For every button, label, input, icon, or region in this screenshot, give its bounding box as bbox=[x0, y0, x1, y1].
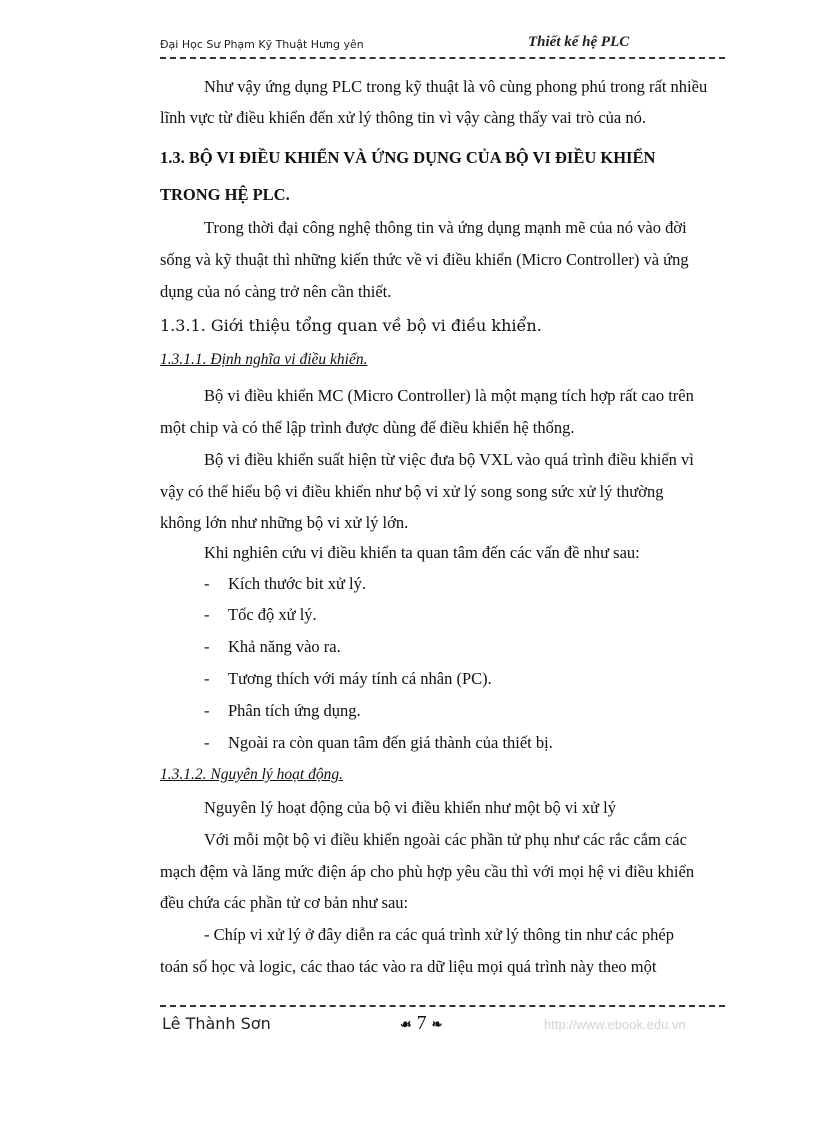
paragraph-line: Với mỗi một bộ vi điều khiển ngoài các phần tử phụ như các rắc cắm các bbox=[204, 830, 687, 849]
paragraph-line: Bộ vi điều khiển MC (Micro Controller) là một mạng tích hợp rất cao trên bbox=[204, 386, 694, 405]
paragraph-line: vậy có thể hiểu bộ vi điều khiển như bộ vi xử lý song song sức xử lý thường bbox=[160, 482, 664, 501]
bullet-mark: - bbox=[204, 669, 210, 688]
page-number-value: 7 bbox=[416, 1012, 427, 1034]
header-school: Đại Học Sư Phạm Kỹ Thuật Hưng yên bbox=[160, 38, 364, 51]
list-item: Tương thích với máy tính cá nhân (PC). bbox=[228, 669, 492, 688]
subsection-heading: 1.3.1. Giới thiệu tổng quan về bộ vi điều khiển. bbox=[160, 316, 542, 335]
header-title: Thiết kế hệ PLC bbox=[528, 34, 630, 50]
subsubsection-heading: 1.3.1.2. Nguyên lý hoạt động. bbox=[160, 766, 343, 783]
ornament-right-icon: ❧ bbox=[431, 1016, 443, 1032]
paragraph-line: Trong thời đại công nghệ thông tin và ứng dụng mạnh mẽ của nó vào đời bbox=[204, 218, 687, 237]
paragraph-line: một chip và có thể lập trình được dùng để điều khiển hệ thống. bbox=[160, 418, 575, 437]
subsubsection-heading: 1.3.1.1. Định nghĩa vi điều khiển. bbox=[160, 351, 368, 368]
paragraph-line: Nguyên lý hoạt động của bộ vi điều khiển như một bộ vi xử lý bbox=[204, 798, 617, 817]
list-item: Tốc độ xử lý. bbox=[228, 605, 317, 624]
paragraph-line: sống và kỹ thuật thì những kiến thức về vi điều khiển (Micro Controller) và ứng bbox=[160, 250, 689, 269]
paragraph-line: Bộ vi điều khiển suất hiện từ việc đưa bộ VXL vào quá trình điều khiển vì bbox=[204, 450, 694, 469]
paragraph-line: dụng của nó càng trở nên cần thiết. bbox=[160, 282, 392, 301]
section-heading: 1.3. BỘ VI ĐIỀU KHIỂN VÀ ỨNG DỤNG CỦA BỘ VI ĐIỀU KHIỂN bbox=[160, 148, 656, 167]
paragraph-line: Khi nghiên cứu vi điều khiển ta quan tâm đến các vấn đề như sau: bbox=[204, 543, 640, 562]
paragraph-line: toán số học và logic, các thao tác vào ra dữ liệu mọi quá trình này theo một bbox=[160, 957, 657, 976]
paragraph-line: mạch đệm và lăng mức điện áp cho phù hợp yêu cầu thì với mọi hệ vi điều khiển bbox=[160, 862, 695, 881]
paragraph-line: - Chíp vi xử lý ở đây diễn ra các quá trình xử lý thông tin như các phép bbox=[204, 925, 674, 944]
paragraph-line: không lớn như những bộ vi xử lý lớn. bbox=[160, 513, 409, 532]
list-item: Kích thước bit xử lý. bbox=[228, 574, 366, 593]
footer-author: Lê Thành Sơn bbox=[162, 1014, 271, 1033]
bullet-mark: - bbox=[204, 574, 210, 593]
footer-divider bbox=[160, 1005, 725, 1007]
bullet-mark: - bbox=[204, 701, 210, 720]
paragraph-line: lĩnh vực từ điều khiển đến xử lý thông tin vì vậy càng thấy vai trò của nó. bbox=[160, 108, 646, 127]
footer-watermark-url: http://www.ebook.edu.vn bbox=[544, 1017, 686, 1032]
page-number bbox=[400, 1012, 443, 1035]
paragraph-line: Như vậy ứng dụng PLC trong kỹ thuật là vô cùng phong phú trong rất nhiều bbox=[204, 77, 708, 96]
paragraph-line: đều chứa các phần tử cơ bản như sau: bbox=[160, 893, 409, 912]
section-heading: TRONG HỆ PLC. bbox=[160, 185, 290, 204]
header-divider bbox=[160, 57, 725, 59]
list-item: Khả năng vào ra. bbox=[228, 637, 341, 656]
bullet-mark: - bbox=[204, 605, 210, 624]
list-item: Ngoài ra còn quan tâm đến giá thành của thiết bị. bbox=[228, 733, 553, 752]
ornament-left-icon: ☙ bbox=[400, 1016, 412, 1032]
bullet-mark: - bbox=[204, 733, 210, 752]
bullet-mark: - bbox=[204, 637, 210, 656]
list-item: Phân tích ứng dụng. bbox=[228, 701, 361, 720]
